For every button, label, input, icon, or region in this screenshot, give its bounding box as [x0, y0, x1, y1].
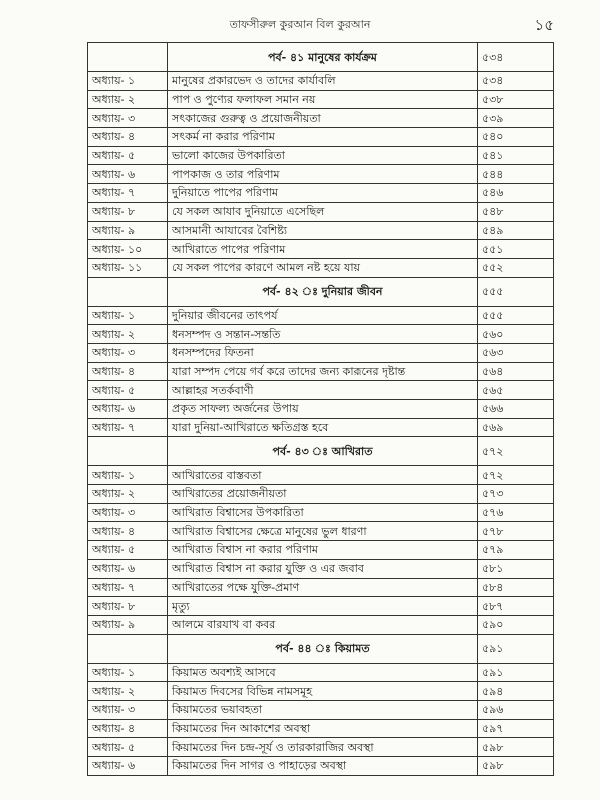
- chapter-page: ৫৪০: [478, 128, 554, 147]
- chapter-row: [88, 541, 554, 560]
- chapter-page: ৫৭৩: [478, 485, 554, 504]
- chapter-label: অধ্যায়- ২: [88, 485, 168, 504]
- chapter-label: অধ্যায়- ৩: [88, 700, 168, 719]
- chapter-page: ৫৬৫: [478, 381, 554, 400]
- chapter-row: [88, 165, 554, 184]
- chapter-label: অধ্যায়- ৪: [88, 522, 168, 541]
- chapter-title: পাপকাজ ও তার পরিণাম: [168, 165, 478, 184]
- chapter-row: [88, 738, 554, 757]
- chapter-label: অধ্যায়- ৫: [88, 541, 168, 560]
- chapter-row: [88, 90, 554, 109]
- chapter-title: আখিরাতের পক্ষে যুক্তি-প্রমাণ: [168, 578, 478, 597]
- chapter-label: অধ্যায়- ১: [88, 663, 168, 682]
- chapter-title: যে সকল পাপের কারণে আমল নষ্ট হয়ে যায়: [168, 258, 478, 277]
- chapter-page: ৫৮৭: [478, 597, 554, 616]
- chapter-page: ৫৯৬: [478, 700, 554, 719]
- page-number: ১৫: [534, 16, 554, 34]
- part-row: [88, 277, 554, 306]
- chapter-label: অধ্যায়- ৫: [88, 381, 168, 400]
- chapter-title: আখিরাতের বাস্তবতা: [168, 466, 478, 485]
- chapter-page: ৫৪৮: [478, 202, 554, 221]
- chapter-row: [88, 503, 554, 522]
- chapter-title: আখিরাত বিশ্বাস না করার যুক্তি ও এর জবাব: [168, 559, 478, 578]
- chapter-label: অধ্যায়- ৪: [88, 719, 168, 738]
- chapter-page: ৫৪৬: [478, 184, 554, 203]
- chapter-page: ৫৪১: [478, 146, 554, 165]
- chapter-title: প্রকৃত সাফল্য অর্জনের উপায়: [168, 400, 478, 419]
- part-blank-cell: [88, 277, 168, 306]
- chapter-row: [88, 306, 554, 325]
- chapter-title: আখিরাত বিশ্বাসের ক্ষেত্রে মানুষের ভুল ধারণা: [168, 522, 478, 541]
- chapter-row: [88, 400, 554, 419]
- part-page: ৫৫৫: [478, 277, 554, 306]
- chapter-page: ৫৬৯: [478, 418, 554, 437]
- chapter-label: অধ্যায়- ৭: [88, 418, 168, 437]
- chapter-row: [88, 466, 554, 485]
- chapter-row: [88, 362, 554, 381]
- chapter-title: ধনসম্পদ ও সন্তান-সন্ততি: [168, 325, 478, 344]
- chapter-label: অধ্যায়- ৬: [88, 400, 168, 419]
- part-page: ৫৯১: [478, 634, 554, 663]
- part-blank-cell: [88, 437, 168, 466]
- chapter-title: আখিরাতে পাপের পরিণাম: [168, 240, 478, 259]
- chapter-title: দুনিয়ার জীবনের তাৎপর্য: [168, 306, 478, 325]
- chapter-label: অধ্যায়- ২: [88, 90, 168, 109]
- chapter-label: অধ্যায়- ৭: [88, 184, 168, 203]
- chapter-title: যারা দুনিয়া-আখিরাতে ক্ষতিগ্রস্ত হবে: [168, 418, 478, 437]
- chapter-title: আখিরাত বিশ্বাসের উপকারিতা: [168, 503, 478, 522]
- chapter-page: ৫৭৯: [478, 541, 554, 560]
- chapter-label: অধ্যায়- ১: [88, 466, 168, 485]
- chapter-row: [88, 343, 554, 362]
- chapter-page: ৫৩৮: [478, 90, 554, 109]
- chapter-label: অধ্যায়- ৩: [88, 343, 168, 362]
- chapter-title: কিয়ামতের দিন আকাশের অবস্থা: [168, 719, 478, 738]
- chapter-title: কিয়ামতের দিন সাগর ও পাহাড়ের অবস্থা: [168, 757, 478, 776]
- chapter-label: অধ্যায়- ৭: [88, 578, 168, 597]
- chapter-row: [88, 578, 554, 597]
- chapter-row: [88, 184, 554, 203]
- chapter-title: যারা সম্পদ পেয়ে গর্ব করে তাদের জন্য কারূনের দৃষ্টান্ত: [168, 362, 478, 381]
- chapter-row: [88, 202, 554, 221]
- chapter-page: ৫৫২: [478, 258, 554, 277]
- chapter-page: ৫৯০: [478, 615, 554, 634]
- chapter-row: [88, 325, 554, 344]
- chapter-row: [88, 757, 554, 776]
- chapter-page: ৫৯৮: [478, 738, 554, 757]
- chapter-label: অধ্যায়- ১১: [88, 258, 168, 277]
- part-blank-cell: [88, 43, 168, 72]
- chapter-title: মৃত্যু: [168, 597, 478, 616]
- part-title: পর্ব- ৪১ মানুষের কার্যক্রম: [168, 43, 478, 72]
- chapter-title: সৎকাজের গুরুত্ব ও প্রয়োজনীয়তা: [168, 109, 478, 128]
- chapter-page: ৫৭২: [478, 466, 554, 485]
- table-of-contents: [87, 42, 554, 776]
- chapter-row: [88, 418, 554, 437]
- chapter-label: অধ্যায়- ৪: [88, 362, 168, 381]
- chapter-title: আলমে বারযাখ বা কবর: [168, 615, 478, 634]
- chapter-page: ৫৮৪: [478, 578, 554, 597]
- part-blank-cell: [88, 634, 168, 663]
- chapter-page: ৫৯৪: [478, 682, 554, 701]
- book-title: তাফসীরুল কুরআন বিল কুরআন: [229, 18, 371, 31]
- chapter-label: অধ্যায়- ৩: [88, 503, 168, 522]
- chapter-page: ৫৬৪: [478, 362, 554, 381]
- chapter-page: ৫৩৪: [478, 72, 554, 91]
- chapter-title: আখিরাত বিশ্বাস না করার পরিণাম: [168, 541, 478, 560]
- chapter-title: যে সকল আযাব দুনিয়াতে এসেছিল: [168, 202, 478, 221]
- chapter-label: অধ্যায়- ৪: [88, 128, 168, 147]
- part-title: পর্ব- ৪৩ ঃ আখিরাত: [168, 437, 478, 466]
- chapter-page: ৫৬০: [478, 325, 554, 344]
- chapter-page: ৫৫৫: [478, 306, 554, 325]
- chapter-row: [88, 700, 554, 719]
- part-page: ৫৭২: [478, 437, 554, 466]
- chapter-title: পাপ ও পুণ্যের ফলাফল সমান নয়: [168, 90, 478, 109]
- chapter-row: [88, 615, 554, 634]
- part-row: [88, 634, 554, 663]
- chapter-page: ৫৭৬: [478, 503, 554, 522]
- chapter-label: অধ্যায়- ৩: [88, 109, 168, 128]
- chapter-page: ৫৭৮: [478, 522, 554, 541]
- chapter-label: অধ্যায়- ৬: [88, 165, 168, 184]
- chapter-title: ভালো কাজের উপকারিতা: [168, 146, 478, 165]
- chapter-title: কিয়ামত অবশ্যই আসবে: [168, 663, 478, 682]
- chapter-row: [88, 663, 554, 682]
- chapter-title: দুনিয়াতে পাপের পরিণাম: [168, 184, 478, 203]
- chapter-label: অধ্যায়- ৯: [88, 615, 168, 634]
- chapter-label: অধ্যায়- ৮: [88, 202, 168, 221]
- chapter-row: [88, 522, 554, 541]
- chapter-title: আল্লাহর সতর্কবাণী: [168, 381, 478, 400]
- chapter-page: ৫৬৬: [478, 400, 554, 419]
- part-title: পর্ব- ৪৪ ঃ কিয়ামত: [168, 634, 478, 663]
- chapter-row: [88, 240, 554, 259]
- chapter-label: অধ্যায়- ৬: [88, 559, 168, 578]
- chapter-row: [88, 597, 554, 616]
- chapter-page: ৫৮১: [478, 559, 554, 578]
- chapter-label: অধ্যায়- ৮: [88, 597, 168, 616]
- running-header: [0, 16, 600, 36]
- chapter-row: [88, 258, 554, 277]
- chapter-label: অধ্যায়- ৫: [88, 146, 168, 165]
- part-title: পর্ব- ৪২ ঃ দুনিয়ার জীবন: [168, 277, 478, 306]
- chapter-page: ৫৯১: [478, 663, 554, 682]
- chapter-title: সৎকর্ম না করার পরিণাম: [168, 128, 478, 147]
- chapter-page: ৫৪৯: [478, 221, 554, 240]
- chapter-label: অধ্যায়- ২: [88, 325, 168, 344]
- chapter-row: [88, 221, 554, 240]
- chapter-row: [88, 559, 554, 578]
- chapter-page: ৫৯৭: [478, 719, 554, 738]
- chapter-row: [88, 128, 554, 147]
- chapter-title: আসমানী আযাবের বৈশিষ্ট্য: [168, 221, 478, 240]
- chapter-row: [88, 146, 554, 165]
- chapter-row: [88, 72, 554, 91]
- chapter-title: ধনসম্পদের ফিতনা: [168, 343, 478, 362]
- chapter-page: ৫৫১: [478, 240, 554, 259]
- chapter-label: অধ্যায়- ৯: [88, 221, 168, 240]
- chapter-row: [88, 109, 554, 128]
- part-page: ৫৩৪: [478, 43, 554, 72]
- chapter-title: মানুষের প্রকারভেদ ও তাদের কার্যাবলি: [168, 72, 478, 91]
- chapter-page: ৫৯৮: [478, 757, 554, 776]
- chapter-title: কিয়ামত দিবসের বিভিন্ন নামসমূহ: [168, 682, 478, 701]
- chapter-title: কিয়ামতের দিন চন্দ্র-সূর্য ও তারকারাজির অবস্থা: [168, 738, 478, 757]
- chapter-row: [88, 381, 554, 400]
- toc-body: [88, 43, 554, 776]
- chapter-label: অধ্যায়- ১০: [88, 240, 168, 259]
- chapter-row: [88, 485, 554, 504]
- chapter-title: কিয়ামতের ভয়াবহতা: [168, 700, 478, 719]
- chapter-label: অধ্যায়- ১: [88, 306, 168, 325]
- part-row: [88, 437, 554, 466]
- chapter-page: ৫৪৪: [478, 165, 554, 184]
- chapter-label: অধ্যায়- ২: [88, 682, 168, 701]
- part-row: [88, 43, 554, 72]
- chapter-label: অধ্যায়- ৬: [88, 757, 168, 776]
- chapter-page: ৫৩৯: [478, 109, 554, 128]
- chapter-row: [88, 682, 554, 701]
- chapter-label: অধ্যায়- ৫: [88, 738, 168, 757]
- chapter-row: [88, 719, 554, 738]
- chapter-page: ৫৬৩: [478, 343, 554, 362]
- chapter-title: আখিরাতের প্রয়োজনীয়তা: [168, 485, 478, 504]
- chapter-label: অধ্যায়- ১: [88, 72, 168, 91]
